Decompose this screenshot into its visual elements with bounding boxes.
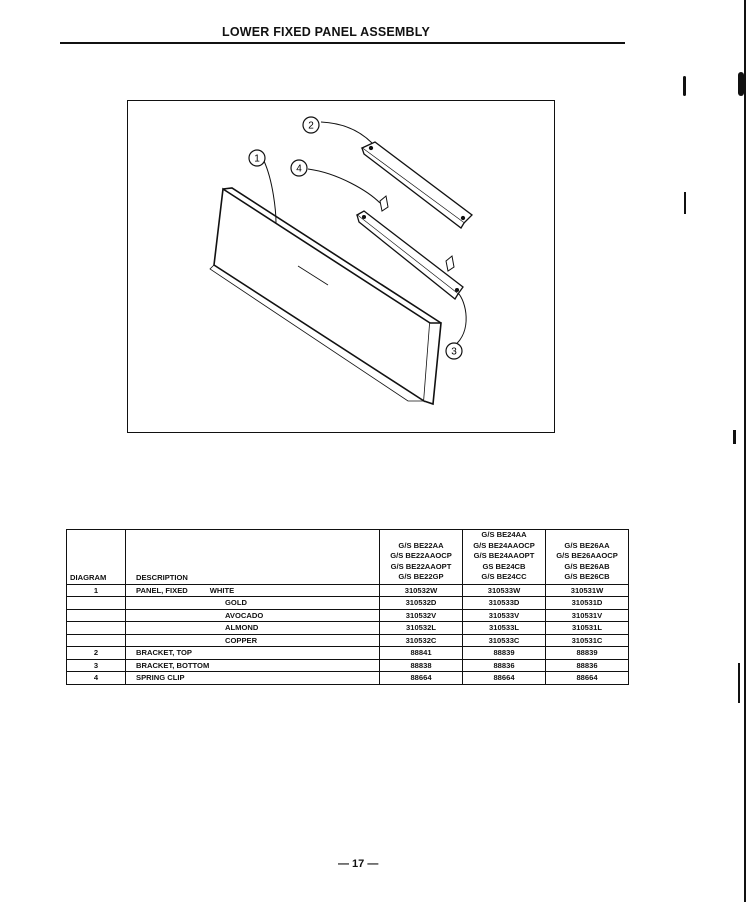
- cell-part: 310532C: [380, 634, 463, 647]
- cell-part: 88841: [380, 647, 463, 660]
- cell-diagram: [67, 622, 126, 635]
- cell-part: 310533C: [463, 634, 546, 647]
- assembly-drawing: [128, 101, 556, 434]
- cell-part: 310531D: [546, 597, 629, 610]
- cell-diagram: [67, 609, 126, 622]
- cell-part: 88839: [546, 647, 629, 660]
- scan-mark: [738, 72, 744, 96]
- table-row: [67, 672, 629, 685]
- cell-diagram: [67, 634, 126, 647]
- cell-diagram: [67, 597, 126, 610]
- cell-part: 88836: [463, 659, 546, 672]
- svg-text:3: 3: [451, 346, 457, 358]
- table-row: [67, 634, 629, 647]
- callout-4: [291, 160, 307, 176]
- scan-mark: [738, 663, 740, 703]
- header-model-be24: G/S BE24AA G/S BE24AAOCP G/S BE24AAOPT GS BE24CB G/S BE24CC: [463, 530, 546, 585]
- callout-3: [446, 343, 462, 359]
- cell-part: 310533D: [463, 597, 546, 610]
- table-row: [67, 647, 629, 660]
- cell-part: 310531W: [546, 584, 629, 597]
- table-row: [67, 622, 629, 635]
- cell-part: 310532L: [380, 622, 463, 635]
- cell-part: 310533L: [463, 622, 546, 635]
- cell-part: 310533V: [463, 609, 546, 622]
- header-diagram: DIAGRAM: [67, 530, 126, 585]
- table-header-row: [67, 530, 629, 585]
- cell-description: COPPER: [126, 634, 380, 647]
- cell-description: PANEL, FIXED WHITE: [126, 584, 380, 597]
- cell-diagram: 2: [67, 647, 126, 660]
- page-title: LOWER FIXED PANEL ASSEMBLY: [222, 25, 431, 39]
- cell-part: 310532D: [380, 597, 463, 610]
- cell-description: SPRING CLIP: [126, 672, 380, 685]
- cell-part: 88664: [546, 672, 629, 685]
- cell-description: GOLD: [126, 597, 380, 610]
- cell-part: 88838: [380, 659, 463, 672]
- callout-1: [249, 150, 265, 166]
- scan-mark: [733, 430, 736, 444]
- cell-part: 310531L: [546, 622, 629, 635]
- cell-description: BRACKET, BOTTOM: [126, 659, 380, 672]
- cell-part: 310532W: [380, 584, 463, 597]
- cell-part: 310531C: [546, 634, 629, 647]
- title-underline: [60, 42, 625, 44]
- cell-description: ALMOND: [126, 622, 380, 635]
- page-number: — 17 —: [338, 858, 379, 870]
- cell-part: 88836: [546, 659, 629, 672]
- scan-edge-right: [744, 0, 746, 902]
- header-model-be22: G/S BE22AA G/S BE22AAOCP G/S BE22AAOPT G/S BE22GP: [380, 530, 463, 585]
- fixed-panel-shape: [210, 188, 441, 404]
- cell-description: AVOCADO: [126, 609, 380, 622]
- cell-part: 88664: [380, 672, 463, 685]
- callout-2: [303, 117, 319, 133]
- table-row: [67, 597, 629, 610]
- svg-text:1: 1: [254, 153, 260, 165]
- svg-text:2: 2: [308, 120, 314, 132]
- cell-part: 310533W: [463, 584, 546, 597]
- table-row: [67, 609, 629, 622]
- cell-description: BRACKET, TOP: [126, 647, 380, 660]
- cell-part: 88839: [463, 647, 546, 660]
- top-bracket-shape: [362, 142, 472, 228]
- cell-part: 88664: [463, 672, 546, 685]
- parts-table: [66, 529, 629, 685]
- exploded-diagram: [127, 100, 555, 433]
- scan-mark: [683, 76, 686, 96]
- cell-diagram: 1: [67, 584, 126, 597]
- table-row: [67, 584, 629, 597]
- header-model-be26: G/S BE26AA G/S BE26AAOCP G/S BE26AB G/S BE26CB: [546, 530, 629, 585]
- cell-part: 310532V: [380, 609, 463, 622]
- scan-mark: [684, 192, 686, 214]
- cell-part: 310531V: [546, 609, 629, 622]
- header-description: DESCRIPTION: [126, 530, 380, 585]
- table-row: [67, 659, 629, 672]
- cell-diagram: 4: [67, 672, 126, 685]
- cell-diagram: 3: [67, 659, 126, 672]
- svg-text:4: 4: [296, 163, 302, 175]
